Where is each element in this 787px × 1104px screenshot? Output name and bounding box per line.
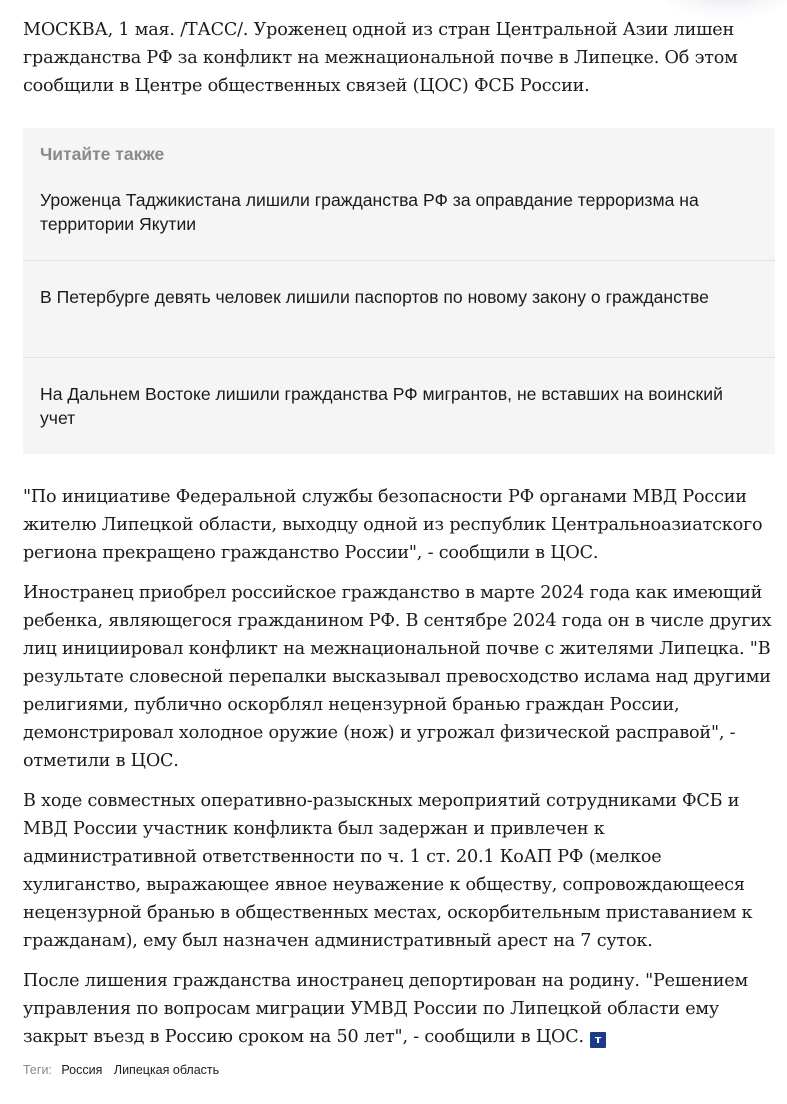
divider bbox=[23, 357, 775, 358]
divider bbox=[23, 260, 775, 261]
article-paragraph-text: После лишения гражданства иностранец депортирован на родину. "Решением управления по вопросам миграции УМВД России по Липецкой области ему закрыт въезд в Россию сроком на 50 лет", - сообщили в ЦОС. bbox=[23, 971, 748, 1047]
article-paragraph: "По инициативе Федеральной службы безопасности РФ органами МВД России жителю Липецкой области, выходцу одной из республик Центральноазиатского региона прекращено гражданство России", - сообщили в ЦОС. bbox=[23, 487, 763, 563]
read-also-link[interactable]: В Петербурге девять человек лишили паспортов по новому закону о гражданстве bbox=[40, 287, 709, 307]
read-also-title: Читайте также bbox=[40, 144, 165, 164]
article-paragraph: В ходе совместных оперативно-разыскных мероприятий сотрудниками ФСБ и МВД России участник конфликта был задержан и привлечен к административной ответственности по ч. 1 ст. 20.1 КоАП РФ (мелкое хулиганство, выражающее явное неуважение к обществу, сопровождающееся нецензурной бранью в общественных местах, оскорбительным приставанием к гражданам), ему был назначен административный арест на 7 суток. bbox=[23, 791, 753, 951]
article-lead: МОСКВА, 1 мая. /ТАСС/. Уроженец одной из стран Центральной Азии лишен гражданства РФ за конфликт на межнациональной почве в Липецке. Об этом сообщили в Центре общественных связей (ЦОС) ФСБ России. bbox=[23, 20, 738, 96]
tag-link[interactable]: Липецкая область bbox=[113, 1063, 220, 1077]
tass-end-icon: т bbox=[590, 1032, 606, 1048]
article-paragraph: Иностранец приобрел российское гражданство в марте 2024 года как имеющий ребенка, являющегося гражданином РФ. В сентябре 2024 года он в числе других лиц инициировал конфликт на межнациональной почве с жителями Липецка. "В результате словесной перепалки высказывал превосходство ислама над другими религиями, публично оскорблял нецензурной бранью граждан России, демонстрировал холодное оружие (нож) и угрожал физической расправой", - отметили в ЦОС. bbox=[23, 583, 772, 771]
tags-row bbox=[23, 1062, 227, 1078]
read-also-link[interactable]: На Дальнем Востоке лишили гражданства РФ мигрантов, не вставших на воинский учет bbox=[40, 384, 723, 428]
tag-link[interactable]: Россия bbox=[61, 1063, 103, 1077]
article-paragraph-last bbox=[23, 967, 775, 1051]
tags-label: Теги: bbox=[23, 1063, 52, 1077]
read-also-link[interactable]: Уроженца Таджикистана лишили гражданства РФ за оправдание терроризма на территории Якутии bbox=[40, 190, 699, 234]
read-also-block bbox=[23, 128, 775, 454]
